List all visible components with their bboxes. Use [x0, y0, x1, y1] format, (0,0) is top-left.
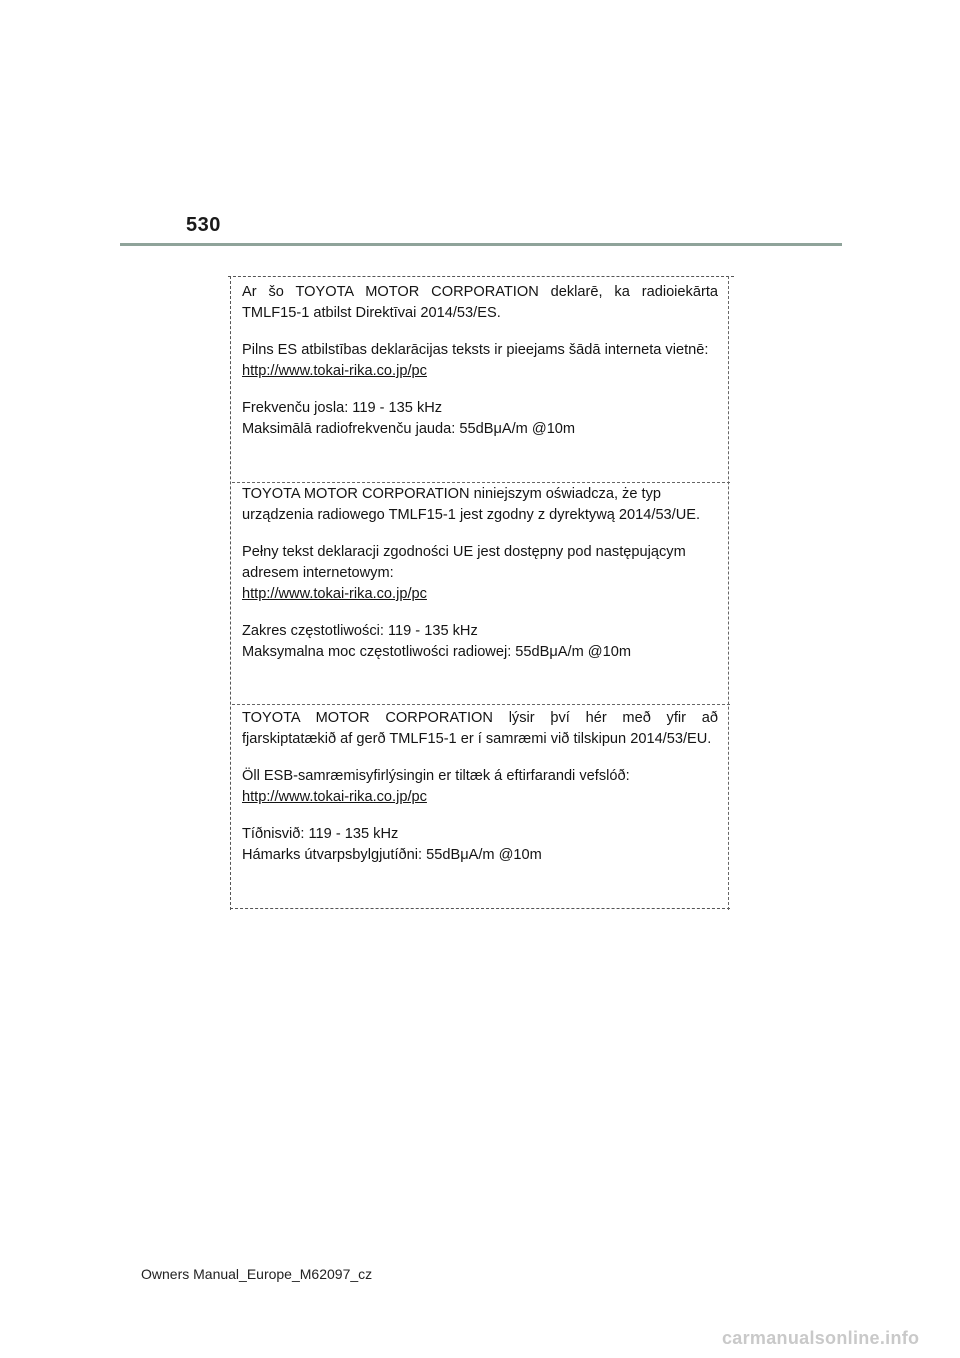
scan-border-left [230, 276, 231, 910]
header-rule [120, 243, 842, 246]
scan-border-bottom [230, 908, 730, 909]
max-power: Hámarks útvarpsbylgjutíðni: 55dBμA/m @10m [242, 847, 542, 863]
declaration-url[interactable]: http://www.tokai-rika.co.jp/pc [242, 586, 427, 602]
declaration-icelandic [242, 708, 718, 866]
declaration-polish [242, 484, 718, 663]
max-power: Maksymalna moc częstotliwości radiowej: 55dBμA/m @10m [242, 644, 632, 660]
fulltext-intro: Pełny tekst deklaracji zgodności UE jest dostępny pod następującym adresem internetowym: [242, 544, 686, 581]
frequency-band: Tíðnisvið: 119 - 135 kHz [242, 826, 399, 842]
declaration-scan [228, 274, 734, 912]
max-power: Maksimālā radiofrekvenču jauda: 55dBμA/m @10m [242, 421, 576, 437]
declaration-statement: TOYOTA MOTOR CORPORATION niniejszym oświadcza, że typ urządzenia radiowego TMLF15-1 jest zgodny z dyrektywą 2014/53/UE. [242, 486, 701, 523]
declaration-statement: Ar šo TOYOTA MOTOR CORPORATION deklarē, ka radioiekārta TMLF15-1 atbilst Direktīvai 2014/53/ES. [242, 284, 718, 321]
declaration-url[interactable]: http://www.tokai-rika.co.jp/pc [242, 789, 427, 805]
site-watermark: carmanualsonline.info [722, 1328, 920, 1348]
section-divider [232, 704, 730, 705]
scan-border-top [228, 276, 734, 277]
fulltext-intro: Öll ESB-samræmisyfirlýsingin er tiltæk á eftirfarandi vefslóð: [242, 768, 630, 784]
fulltext-intro: Pilns ES atbilstības deklarācijas teksts ir pieejams šādā interneta vietnē: [242, 342, 709, 358]
declaration-latvian [242, 282, 718, 440]
frequency-band: Zakres częstotliwości: 119 - 135 kHz [242, 623, 478, 639]
frequency-band: Frekvenču josla: 119 - 135 kHz [242, 400, 443, 416]
page-number: 530 [186, 214, 221, 236]
scan-border-right [728, 276, 729, 910]
declaration-url[interactable]: http://www.tokai-rika.co.jp/pc [242, 363, 427, 379]
section-divider [232, 482, 730, 483]
declaration-statement: TOYOTA MOTOR CORPORATION lýsir því hér með yfir að fjarskiptatækið af gerð TMLF15-1 er í samræmi við tilskipun 2014/53/EU. [242, 710, 718, 747]
footer-document-id: Owners Manual_Europe_M62097_cz [141, 1266, 373, 1282]
